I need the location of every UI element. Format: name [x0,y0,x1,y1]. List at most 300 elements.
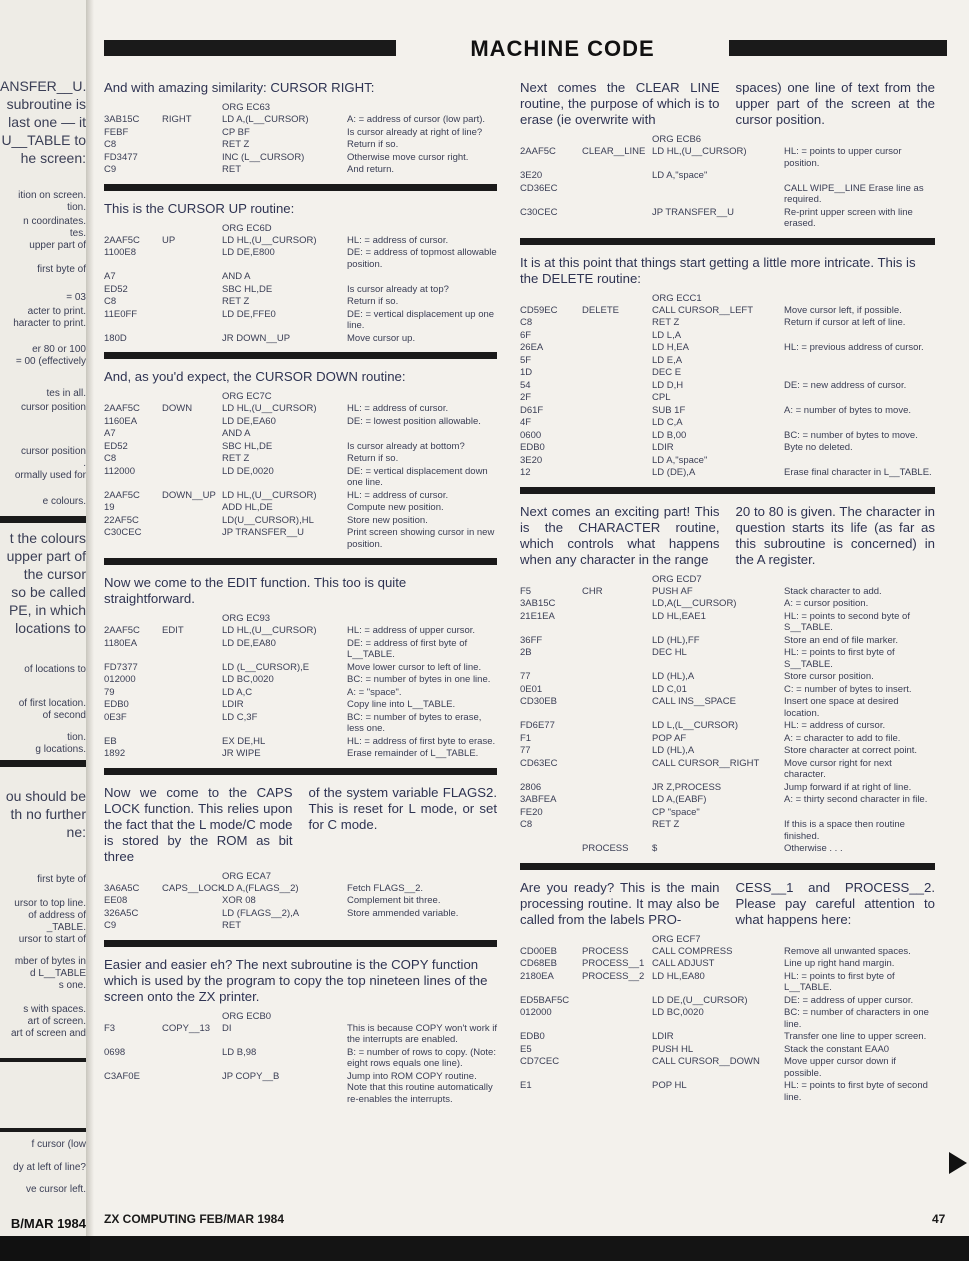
instruction: LD (HL),FF [652,634,700,646]
instruction: LD HL,(U__CURSOR) [222,625,317,636]
instruction: AND A [222,271,251,282]
comment: Jump forward if at right of line. [784,781,912,793]
gutter-text-line: subroutine is [6,96,86,112]
instruction: LD HL,EA80 [652,970,705,982]
comment: Move upper cursor down if possible. [784,1056,896,1079]
label [162,920,222,932]
instruction: POP HL [652,1080,687,1091]
hex-bytes: C3AF0E [104,1070,140,1082]
label [162,152,222,164]
label [582,170,652,182]
org-directive: ORG EC7C [222,391,272,402]
comment: Remove all unwanted spaces. [784,945,911,957]
label [162,139,222,151]
code-line [104,736,497,748]
hex-bytes: 2AAF5C [104,625,140,636]
comment: Print screen showing cursor in new position. [347,527,495,550]
instruction: LD A,C [222,686,253,698]
code-line [520,647,935,670]
hex-bytes: EDB0 [104,699,129,710]
label [162,699,222,711]
hex-bytes: 2AAF5C [520,146,556,157]
code-section [520,504,935,870]
gutter-text-line: first byte of [37,874,86,885]
hex-bytes: E1 [520,1080,532,1091]
comment: Erase final character in L__TABLE. [784,467,932,478]
code-line [104,515,497,527]
section-title: MACHINE CODE [470,36,655,61]
code-line [104,403,497,415]
label [162,271,222,283]
label [582,995,652,1007]
label [162,284,222,296]
label [162,662,222,674]
code-line [104,247,497,270]
continue-arrow-icon [949,1152,967,1174]
label [162,527,222,550]
label [582,819,652,842]
comment: Store ammended variable. [347,907,459,919]
label [162,674,222,686]
hex-bytes: C9 [104,920,117,931]
instruction: RET Z [222,453,250,464]
hex-bytes: 1100E8 [104,247,137,258]
instruction: AND A [222,428,251,439]
label [582,671,652,683]
label [582,782,652,794]
code-line [520,958,935,970]
code-section [104,201,497,360]
hex-bytes: 22AF5C [104,514,139,526]
hex-bytes: CD7CEC [520,1056,560,1067]
label [162,736,222,748]
comment: If this is a space then routine finished. [784,819,905,842]
instruction: LD(U__CURSOR),HL [222,514,314,526]
comment [347,271,497,283]
hex-bytes: 77 [520,671,531,682]
instruction: LD A,"space" [652,170,708,181]
code-line [104,502,497,514]
label [162,453,222,465]
gutter-text-line: art of screen and [10,1028,86,1039]
hex-bytes: 5F [520,354,532,366]
instruction: DI [222,1022,232,1034]
label [582,1080,652,1103]
label [582,1056,652,1079]
code-line [104,527,497,550]
hex-bytes: 2180EA [520,970,554,982]
gutter-text-line: of second [42,710,86,721]
instruction: $ [652,843,658,854]
code-line [520,207,935,230]
code-line [104,284,497,296]
gutter-footer-bar [0,1236,90,1261]
label: PROCESS__2 [582,970,645,982]
code-line [104,625,497,637]
label: EDIT [162,625,184,636]
code-line [104,416,497,428]
code-line [104,235,497,247]
section-intro: It is at this point that things start getting a little more intricate. This is the DELETE routine: [520,254,916,286]
instruction: LD HL,(U__CURSOR) [652,146,747,157]
instruction: CP "space" [652,806,700,818]
code-line [104,748,497,760]
org-directive: ORG ECB6 [652,134,702,145]
instruction: LD (HL),A [652,671,695,682]
hex-bytes: 112000 [104,465,135,477]
instruction: RET Z [222,296,250,307]
comment: Move cursor right for next character. [784,757,892,780]
comment: Otherwise move cursor right. [347,151,469,163]
instruction: LD (FLAGS__2),A [222,907,300,919]
hex-bytes: 0600 [520,429,542,441]
gutter-text-line: tes in all. [46,388,86,399]
label [162,515,222,527]
code-line [520,355,935,367]
instruction: JP TRANSFER__U [652,206,735,218]
hex-bytes: C8 [520,317,533,328]
code-line [520,843,935,855]
instruction: LD HL,(U__CURSOR) [222,489,317,501]
instruction: DEC E [652,367,682,378]
comment: Store character at correct point. [784,745,918,756]
comment: A: = address of cursor (low part). [347,114,486,125]
label: PROCESS [582,843,629,854]
hex-bytes: C8 [104,296,117,307]
instruction: XOR 08 [222,895,256,906]
label [582,733,652,745]
code-line [104,662,497,674]
label [162,309,222,332]
section-separator [104,184,497,191]
comment: HL: = points to first byte of S__TABLE. [784,647,895,670]
code-line [104,296,497,308]
label: CLEAR__LINE [582,146,646,157]
instruction: PUSH HL [652,1043,694,1055]
instruction: LD DE,E800 [222,247,275,258]
code-line [104,638,497,661]
label: UP [162,234,176,246]
comment: Store new position. [347,514,428,526]
hex-bytes: 77 [520,745,531,756]
gutter-text-line: of first location. [18,698,86,709]
hex-bytes: F3 [104,1022,116,1034]
instruction: CALL COMPRESS [652,945,733,957]
code-line [104,1047,497,1070]
comment [784,417,935,429]
comment: DE: = vertical displacement down one line. [347,465,488,488]
hex-bytes: C8 [104,139,117,150]
instruction: LDIR [222,699,244,710]
instruction: LD D,H [652,379,684,391]
instruction: LD BC,0020 [652,1007,704,1018]
hex-bytes: EDB0 [520,1031,545,1042]
section-intro: This is the CURSOR UP routine: [104,200,295,216]
label: CHR [582,585,603,597]
page-number: 47 [932,1212,946,1226]
code-line [520,733,935,745]
gutter-text-line: PE, in which [8,602,86,618]
gutter-text-line: ursor to start of [18,934,86,945]
gutter-text-line: of address of [28,910,86,921]
comment [347,920,497,932]
label [582,442,652,454]
instruction: LD DE,0020 [222,465,274,477]
gutter-text-line: = 00 (effectively [15,356,86,367]
instruction: LD DE,EA60 [222,415,276,427]
code-line [520,635,935,647]
instruction: LD,A(L__CURSOR) [652,598,737,609]
label [162,748,222,760]
label [162,333,222,345]
instruction: CALL CURSOR__LEFT [652,304,754,316]
code-line [520,317,935,329]
hex-bytes: C8 [520,819,533,830]
comment: Return if cursor at left of line. [784,317,906,328]
code-line [104,271,497,283]
section-intro: Easier and easier eh? The next subroutine is the COPY function which is used by the program to copy the top nineteen lines of the screen onto the ZX printer. [104,956,488,1004]
label: PROCESS [582,945,629,957]
code-section [104,957,497,1106]
comment: Move lower cursor to left of line. [347,661,482,673]
comment: DE: = new address of cursor. [784,379,907,391]
instruction: CALL CURSOR__RIGHT [652,757,760,769]
gutter-text-line: d L__TABLE [30,968,86,979]
comment: A: = "space". [347,686,402,698]
gutter-text-line: s with spaces. [23,1004,86,1015]
instruction: LD HL,(U__CURSOR) [222,403,317,414]
instruction [652,183,784,206]
code-line [104,164,497,176]
comment: Stack the constant EAA0 [784,1043,890,1055]
instruction: CPL [652,392,671,403]
hex-bytes: 2AAF5C [104,489,140,501]
code-section [520,880,935,1104]
instruction: RET Z [652,317,680,328]
hex-bytes: EE08 [104,895,128,906]
label: DOWN__UP [162,489,216,501]
comment: BC: = number of bytes in one line. [347,674,491,685]
section-intro: And with amazing similarity: CURSOR RIGHT: [104,80,375,95]
comment: HL: = address of first byte to erase. [347,735,496,747]
instruction: LD L,A [652,329,682,341]
hex-bytes: 180D [104,332,127,344]
comment: DE: = address of first byte of L__TABLE. [347,637,468,660]
code-line [520,305,935,317]
instruction: CP BF [222,126,250,138]
instruction: CALL INS__SPACE [652,696,736,707]
label [162,127,222,139]
comment: Insert one space at desired location. [784,696,899,719]
code-line [520,720,935,732]
code-line [104,490,497,502]
hex-bytes: 3A6A5C [104,882,140,894]
code-line [104,466,497,489]
label [162,416,222,428]
hex-bytes: 19 [104,502,115,513]
label: DELETE [582,304,619,316]
code-line [520,794,935,806]
code-line [520,1056,935,1079]
magazine-footer: ZX COMPUTING FEB/MAR 1984 [104,1212,285,1226]
hex-bytes: 21E1EA [520,610,555,622]
instruction: LD E,A [652,354,683,366]
hex-bytes: ED52 [104,283,128,295]
hex-bytes: 1160EA [104,415,138,427]
previous-page-edge [0,0,86,1261]
code-line [520,170,935,182]
intro-part-b: CESS__1 and PROCESS__2. Please pay careful attention to what happens here: [735,879,935,927]
code-section [104,575,497,775]
section-intro: Now we come to the EDIT function. This too is quite straightforward. [104,575,407,606]
instruction: RET [222,164,241,175]
comment [784,392,935,404]
code-line [104,114,497,126]
label [582,647,652,670]
instruction: LD A,(L__CURSOR) [222,114,309,125]
code-line [520,183,935,206]
gutter-text-line: th no further [10,806,86,822]
instruction: LD A,(FLAGS__2) [222,882,299,894]
code-line [104,1023,497,1046]
label [582,1044,652,1056]
code-line [520,995,935,1007]
gutter-text-line: t the colours [9,530,86,546]
code-section [104,369,497,565]
section-intro [520,80,935,128]
instruction: SBC HL,DE [222,283,273,295]
hex-bytes: 26EA [520,342,544,353]
hex-bytes: 012000 [104,674,136,685]
comment: Is cursor already at right of line? [347,126,483,138]
intro-part-a: Next comes the CLEAR LINE routine, the purpose of which is to erase (ie overwrite with [520,80,720,127]
section-separator [104,352,497,359]
comment: Return if so. [347,453,399,464]
footer-bar [90,1236,969,1261]
comment: This is because COPY won't work if the interrupts are enabled. [347,1022,498,1045]
instruction: LDIR [652,1031,674,1042]
code-line [520,442,935,454]
comment: HL: = address of cursor. [784,720,886,731]
code-line [520,467,935,479]
intro-part-a: Now we come to the CAPS LOCK function. This relies upon the fact that the L mode/C mode is stored by the ROM as bit three [104,784,293,864]
comment [784,330,935,342]
hex-bytes: 54 [520,379,531,391]
hex-bytes: 0698 [104,1046,126,1058]
code-line [520,430,935,442]
gutter-text-line: tes. [69,228,86,239]
label [582,611,652,634]
hex-bytes: 3E20 [520,170,543,181]
gutter-text-line: er 80 or 100 [32,344,86,355]
code-line [520,455,935,467]
comment: Jump into ROM COPY routine. Note that this routine automatically re-enables the interrupts. [347,1070,493,1105]
label [162,712,222,735]
instruction: LD DE,FFE0 [222,308,276,320]
label [582,696,652,719]
instruction: LD DE,EA80 [222,637,276,649]
code-line [520,330,935,342]
gutter-text-line: last one — it [8,114,86,130]
label [582,807,652,819]
code-section [520,80,935,245]
gutter-text-line: locations to [15,620,86,636]
section-separator [520,487,935,494]
comment: HL: = points to first byte of second line. [784,1080,928,1103]
hex-bytes: 36FF [520,634,543,646]
gutter-text-line: so be called [11,584,86,600]
instruction: LDIR [652,442,674,453]
comment: A: = character to add to file. [784,732,901,744]
comment: HL: = previous address of cursor. [784,342,924,353]
label [162,895,222,907]
code-line [104,441,497,453]
code-line [104,428,497,440]
org-directive: ORG EC63 [222,102,271,113]
comment: Return if so. [347,139,399,150]
gutter-text-line: cursor position [20,402,86,413]
code-line [520,807,935,819]
org-directive: ORG ECC1 [652,292,702,304]
label [582,392,652,404]
instruction: LD (L__CURSOR),E [222,661,310,673]
gutter-text-line: ou should be [5,788,86,804]
hex-bytes: EB [104,735,117,747]
section-intro [520,880,935,928]
hex-bytes: 1180EA [104,637,138,649]
hex-bytes: 012000 [520,1007,552,1018]
instruction: JR Z,PROCESS [652,781,722,793]
code-line [104,127,497,139]
instruction: LD B,00 [652,429,687,441]
instruction: CALL CURSOR__DOWN [652,1056,760,1067]
intro-part-b: 20 to 80 is given. The character in question starts its life (as far as this subroutine is concerned) in the A register. [735,503,935,567]
label [582,355,652,367]
label: DOWN [162,403,193,414]
left-column [104,80,497,1106]
section-separator [520,238,935,245]
hex-bytes: 3ABFEA [520,794,557,805]
comment: DE: = address of upper cursor. [784,994,914,1006]
label [582,1031,652,1043]
comment: Store an end of file marker. [784,634,899,646]
section-header [104,36,947,61]
label [582,635,652,647]
instruction: JR WIPE [222,748,261,759]
comment [784,455,935,467]
instruction: RET Z [222,139,250,150]
label [162,164,222,176]
label [582,794,652,806]
label [162,502,222,514]
hex-bytes: 3AB15C [520,598,556,609]
comment: A: = thirty second character in file. [784,794,928,805]
gutter-text-line: n coordinates. [23,216,86,227]
label [582,380,652,392]
hex-bytes: 1892 [104,748,126,759]
label [582,430,652,442]
gutter-text-line: ition on screen. [18,190,86,201]
hex-bytes: 3E20 [520,454,543,466]
code-line [520,405,935,417]
code-line [104,712,497,735]
gutter-text-line: ursor to top line. [14,898,86,909]
gutter-text-line: _TABLE. [46,922,86,933]
instruction: LD (DE),A [652,467,696,478]
org-directive: ORG EC93 [222,613,271,624]
instruction: LD DE,(U__CURSOR) [652,994,748,1006]
comment [784,355,935,367]
